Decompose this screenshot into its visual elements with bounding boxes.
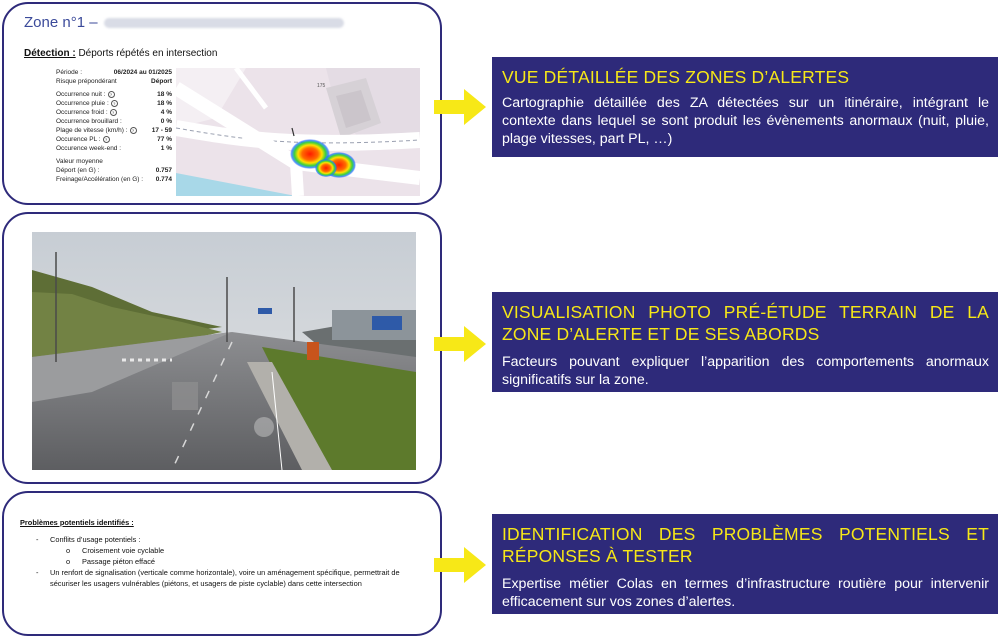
question-circle-icon[interactable]: ? bbox=[108, 91, 115, 98]
circle-bullet-icon: o bbox=[66, 546, 71, 555]
stat-row: Risque prépondérant Déport bbox=[56, 78, 172, 85]
bullet-icon: - bbox=[36, 568, 39, 577]
panel-photo-study bbox=[492, 292, 998, 392]
panel-description: Cartographie détaillée des ZA détectées sur un itinéraire, intégrant le contexte dans lequel se sont produit les évènements anormaux (nuit, pluie, plage vitesses, part PL, …) bbox=[502, 95, 989, 147]
panel-title: IDENTIFICATION DES PROBLÈMES POTENTIELS ET RÉPONSES À TESTER bbox=[502, 524, 989, 566]
question-circle-icon[interactable]: ? bbox=[130, 127, 137, 134]
panel-title: VUE DÉTAILLÉE DES ZONES D’ALERTES bbox=[502, 67, 850, 87]
question-circle-icon[interactable]: ? bbox=[103, 136, 110, 143]
circle-bullet-icon: o bbox=[66, 557, 71, 566]
question-circle-icon[interactable]: ? bbox=[110, 109, 117, 116]
panel-description: Expertise métier Colas en termes d’infrastructure routière pour intervenir efficacement sur vos zones d’alertes. bbox=[502, 576, 989, 610]
detection-label: Détection : bbox=[24, 48, 76, 59]
panel-problems bbox=[492, 514, 998, 614]
bullet-icon: - bbox=[36, 535, 39, 544]
arrow-right-icon bbox=[434, 89, 486, 125]
detection-line bbox=[24, 48, 217, 59]
list-item: o Croisement voie cyclable bbox=[66, 546, 165, 555]
street-photo[interactable] bbox=[32, 232, 416, 470]
road-number: 175 bbox=[317, 83, 326, 89]
heatmap-map[interactable] bbox=[176, 68, 420, 196]
stat-row: Occurrence brouillard : 0 % bbox=[56, 118, 172, 125]
stat-row: Occurrence pluie : ? 18 % bbox=[56, 100, 172, 107]
stat-row: Occurence PL : ? 77 % bbox=[56, 136, 172, 143]
avg-title: Valeur moyenne bbox=[56, 158, 103, 165]
map-graphic bbox=[176, 68, 420, 196]
list-item: o Passage piéton effacé bbox=[66, 557, 156, 566]
panel-zone-view bbox=[492, 57, 998, 157]
stat-row: Période : 06/2024 au 01/2025 bbox=[56, 69, 172, 76]
stat-row: Freinage/Accélération (en G) : 0.774 bbox=[56, 176, 172, 183]
arrow-right-icon bbox=[434, 547, 486, 583]
problems-list bbox=[20, 517, 430, 589]
list-item: - Un renfort de signalisation (verticale comme horizontale), voire un aménagement spécifique, permettrait de sécuriser les usagers vulnérables (piétons, et usagers de piste cyclable) dans cette intersection bbox=[36, 568, 400, 588]
panel-description: Facteurs pouvant expliquer l’apparition des comportements anormaux significatifs sur la zone. bbox=[502, 354, 989, 388]
stat-row: Déport (en G) : 0.757 bbox=[56, 167, 172, 174]
problems-title: Problèmes potentiels identifiés : bbox=[20, 518, 134, 527]
stat-row: Plage de vitesse (km/h) : ? 17 - 59 bbox=[56, 127, 172, 134]
list-item: - Conflits d’usage potentiels : bbox=[36, 535, 141, 544]
stat-row: Occurence week-end : 1 % bbox=[56, 145, 172, 152]
street-photo-graphic bbox=[32, 232, 416, 470]
arrow-right-icon bbox=[434, 326, 486, 362]
question-circle-icon[interactable]: ? bbox=[111, 100, 118, 107]
stat-row: Occurrence nuit : ? 18 % bbox=[56, 91, 172, 98]
blurred-location bbox=[104, 18, 344, 28]
stats-table bbox=[56, 68, 172, 184]
detection-value: Déports répétés en intersection bbox=[78, 48, 218, 59]
stat-row: Occurrence froid : ? 4 % bbox=[56, 109, 172, 116]
zone-title: Zone n°1 – bbox=[24, 14, 344, 31]
panel-title: VISUALISATION PHOTO PRÉ-ÉTUDE TERRAIN DE LA ZONE D’ALERTE ET DE SES ABORDS bbox=[502, 302, 989, 344]
